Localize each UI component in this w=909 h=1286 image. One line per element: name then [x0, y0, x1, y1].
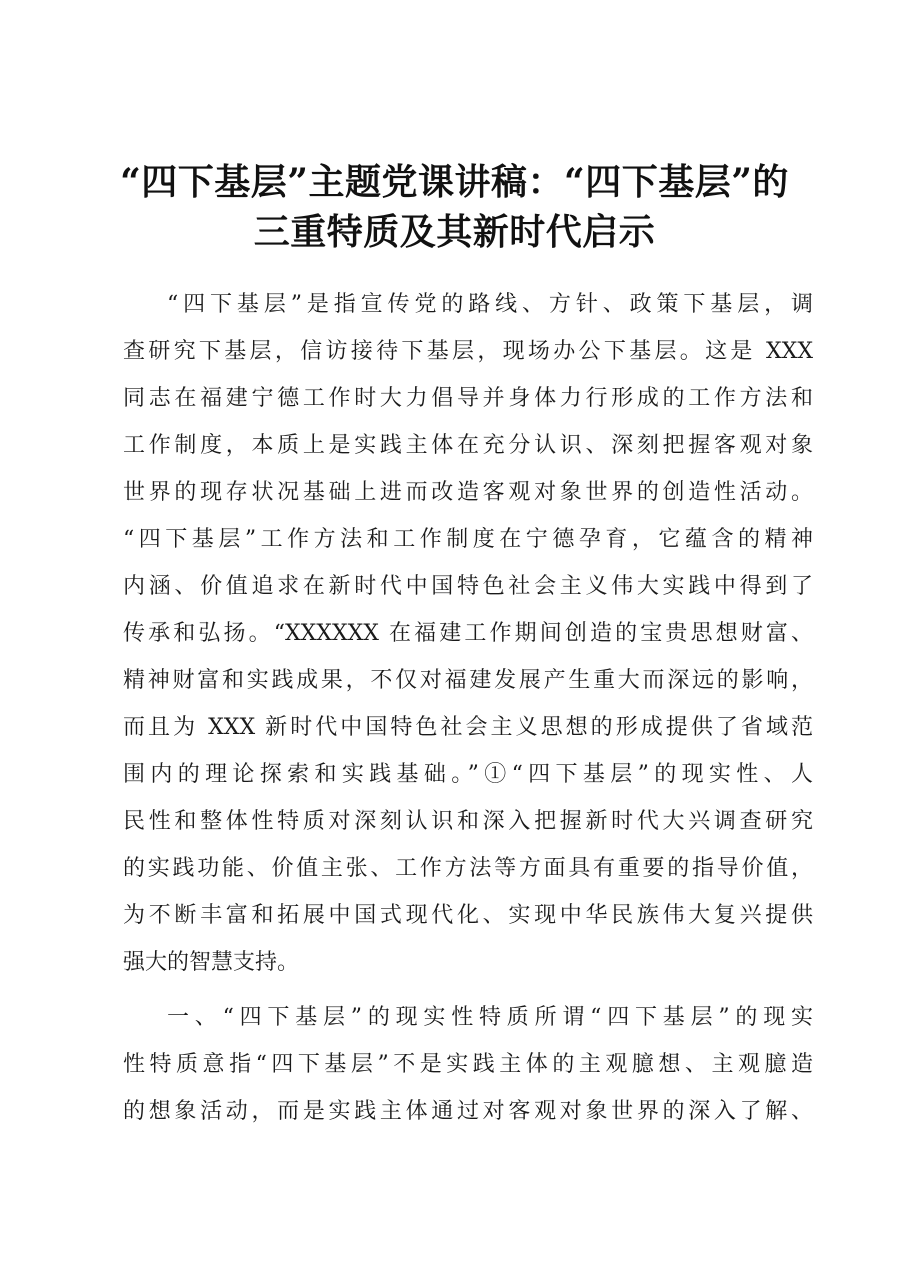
paragraph-1-line: 强大的智慧支持。 [123, 950, 300, 975]
document-title-line-1: “四下基层”主题党课讲稿：“四下基层”的 [120, 161, 789, 203]
paragraph-1-line: “四下基层”工作方法和工作制度在宁德孕育，它蕴含的精神 [123, 527, 813, 552]
paragraph-1-line: “四下基层”是指宣传党的路线、方针、政策下基层，调 [167, 292, 813, 317]
paragraph-2-line: 的想象活动，而是实践主体通过对客观对象世界的深入了解、 [123, 1099, 813, 1124]
paragraph-1-line: 工作制度，本质上是实践主体在充分认识、深刻把握客观对象 [123, 433, 813, 458]
document-title-line-2: 三重特质及其新时代启示 [253, 211, 656, 253]
paragraph-1-line: 为不断丰富和拓展中国式现代化、实现中华民族伟大复兴提供 [123, 903, 813, 928]
paragraph-1-line: 同志在福建宁德工作时大力倡导并身体力行形成的工作方法和 [123, 386, 813, 411]
paragraph-2-line: 一、“四下基层”的现实性特质所谓“四下基层”的现实 [167, 1005, 813, 1030]
paragraph-1-line: 而且为 XXX 新时代中国特色社会主义思想的形成提供了省域范 [123, 715, 813, 740]
paragraph-1-line: 内涵、价值追求在新时代中国特色社会主义伟大实践中得到了 [123, 574, 813, 599]
paragraph-2-line: 性特质意指“四下基层”不是实践主体的主观臆想、主观臆造 [123, 1052, 813, 1077]
paragraph-1-line: 民性和整体性特质对深刻认识和深入把握新时代大兴调查研究 [123, 809, 813, 834]
paragraph-1-line: 查研究下基层，信访接待下基层，现场办公下基层。这是 XXX [123, 339, 813, 364]
paragraph-1-line: 传承和弘扬。“XXXXXX 在福建工作期间创造的宝贵思想财富、 [123, 621, 813, 646]
paragraph-1-line: 世界的现存状况基础上进而改造客观对象世界的创造性活动。 [123, 480, 813, 505]
paragraph-1-line: 精神财富和实践成果，不仅对福建发展产生重大而深远的影响， [123, 668, 813, 693]
paragraph-1-line: 的实践功能、价值主张、工作方法等方面具有重要的指导价值， [123, 856, 813, 881]
paragraph-1-line: 围内的理论探索和实践基础。”①“四下基层”的现实性、人 [123, 762, 813, 787]
